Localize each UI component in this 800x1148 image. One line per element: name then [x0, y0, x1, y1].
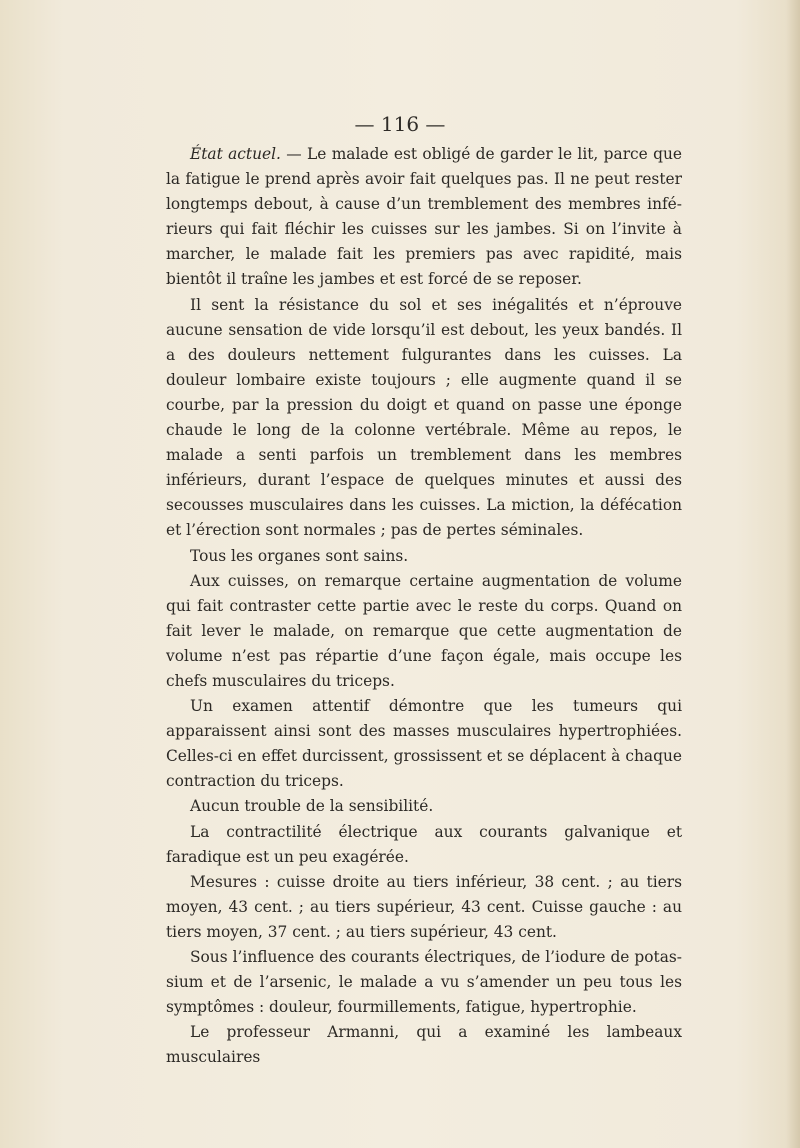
paragraph: Un examen attentif démontre que les tumeurs qui apparaissent ainsi sont des masses musculaires hypertrophiées. Celles-ci en effet durcissent, grossissent et se déplacent à chaque contraction du triceps. [166, 697, 682, 791]
paragraph-measurements: Mesures : cuisse droite au tiers inférieur, 38 cent. ; au tiers moyen, 43 cent. ; au tiers supérieur, 43 cent. Cuisse gauche : au tiers moyen, 37 cent. ; au tiers supérieur, 43 cent. [166, 872, 682, 941]
paragraph-last: Le professeur Armanni, qui a examiné les lambeaux musculaires [166, 1023, 682, 1067]
paragraph: La contractilité électrique aux courants galvanique et faradique est un peu exagérée. [166, 822, 682, 866]
paragraph: Sous l’influence des courants électriques, de l’iodure de potassium et de l’arsenic, le malade a vu s’amender un peu tous les symptômes : douleur, fourmillements, fatigue, hypertrophie. [166, 948, 682, 1017]
page-edge-shadow [786, 0, 800, 1148]
section-title: État actuel. [190, 145, 281, 163]
paragraph: Tous les organes sont sains. [190, 546, 409, 565]
paragraph: Aucun trouble de la sensibilité. [190, 797, 434, 816]
paragraph: Il sent la résistance du sol et ses inégalités et n’éprouve aucune sensation de vide lorsqu’il est debout, les yeux bandés. Il a des douleurs nettement fulgurantes dans les cuisses. La douleur lombaire existe toujours ; elle augmente quand il se courbe, par la pression du doigt et quand on passe une éponge chaude le long de la colonne vertébrale. Même au repos, le malade a senti parfois un tremblement dans les membres inférieurs, durant l’espace de quelques minutes et aussi des secousses musculaires dans les cuisses. La miction, la défécation et l’érection sont normales ; pas de pertes séminales. [166, 295, 682, 540]
page-number: — 116 — [354, 112, 446, 136]
paragraph: Aux cuisses, on remarque certaine augmentation de volume qui fait contraster cette partie avec le reste du corps. Quand on fait lever le malade, on remarque que cette augmentation de volume n’est pas répartie d’une façon égale, mais occupe les chefs musculaires du triceps. [166, 571, 682, 690]
body-text [166, 142, 682, 1070]
paragraph-etat-actuel [166, 142, 682, 293]
paragraph-text: — Le malade est obligé de garder le lit, parce que la fatigue le prend après avoir fait quelques pas. Il ne peut rester longtemps debout, à cause d’un tremblement des membres inférieurs qui fait fléchir les cuisses sur les jambes. Si on l’invite à marcher, le malade fait les premiers pas avec rapidité, mais bientôt il traîne les jambes et est forcé de se reposer. [166, 145, 682, 289]
